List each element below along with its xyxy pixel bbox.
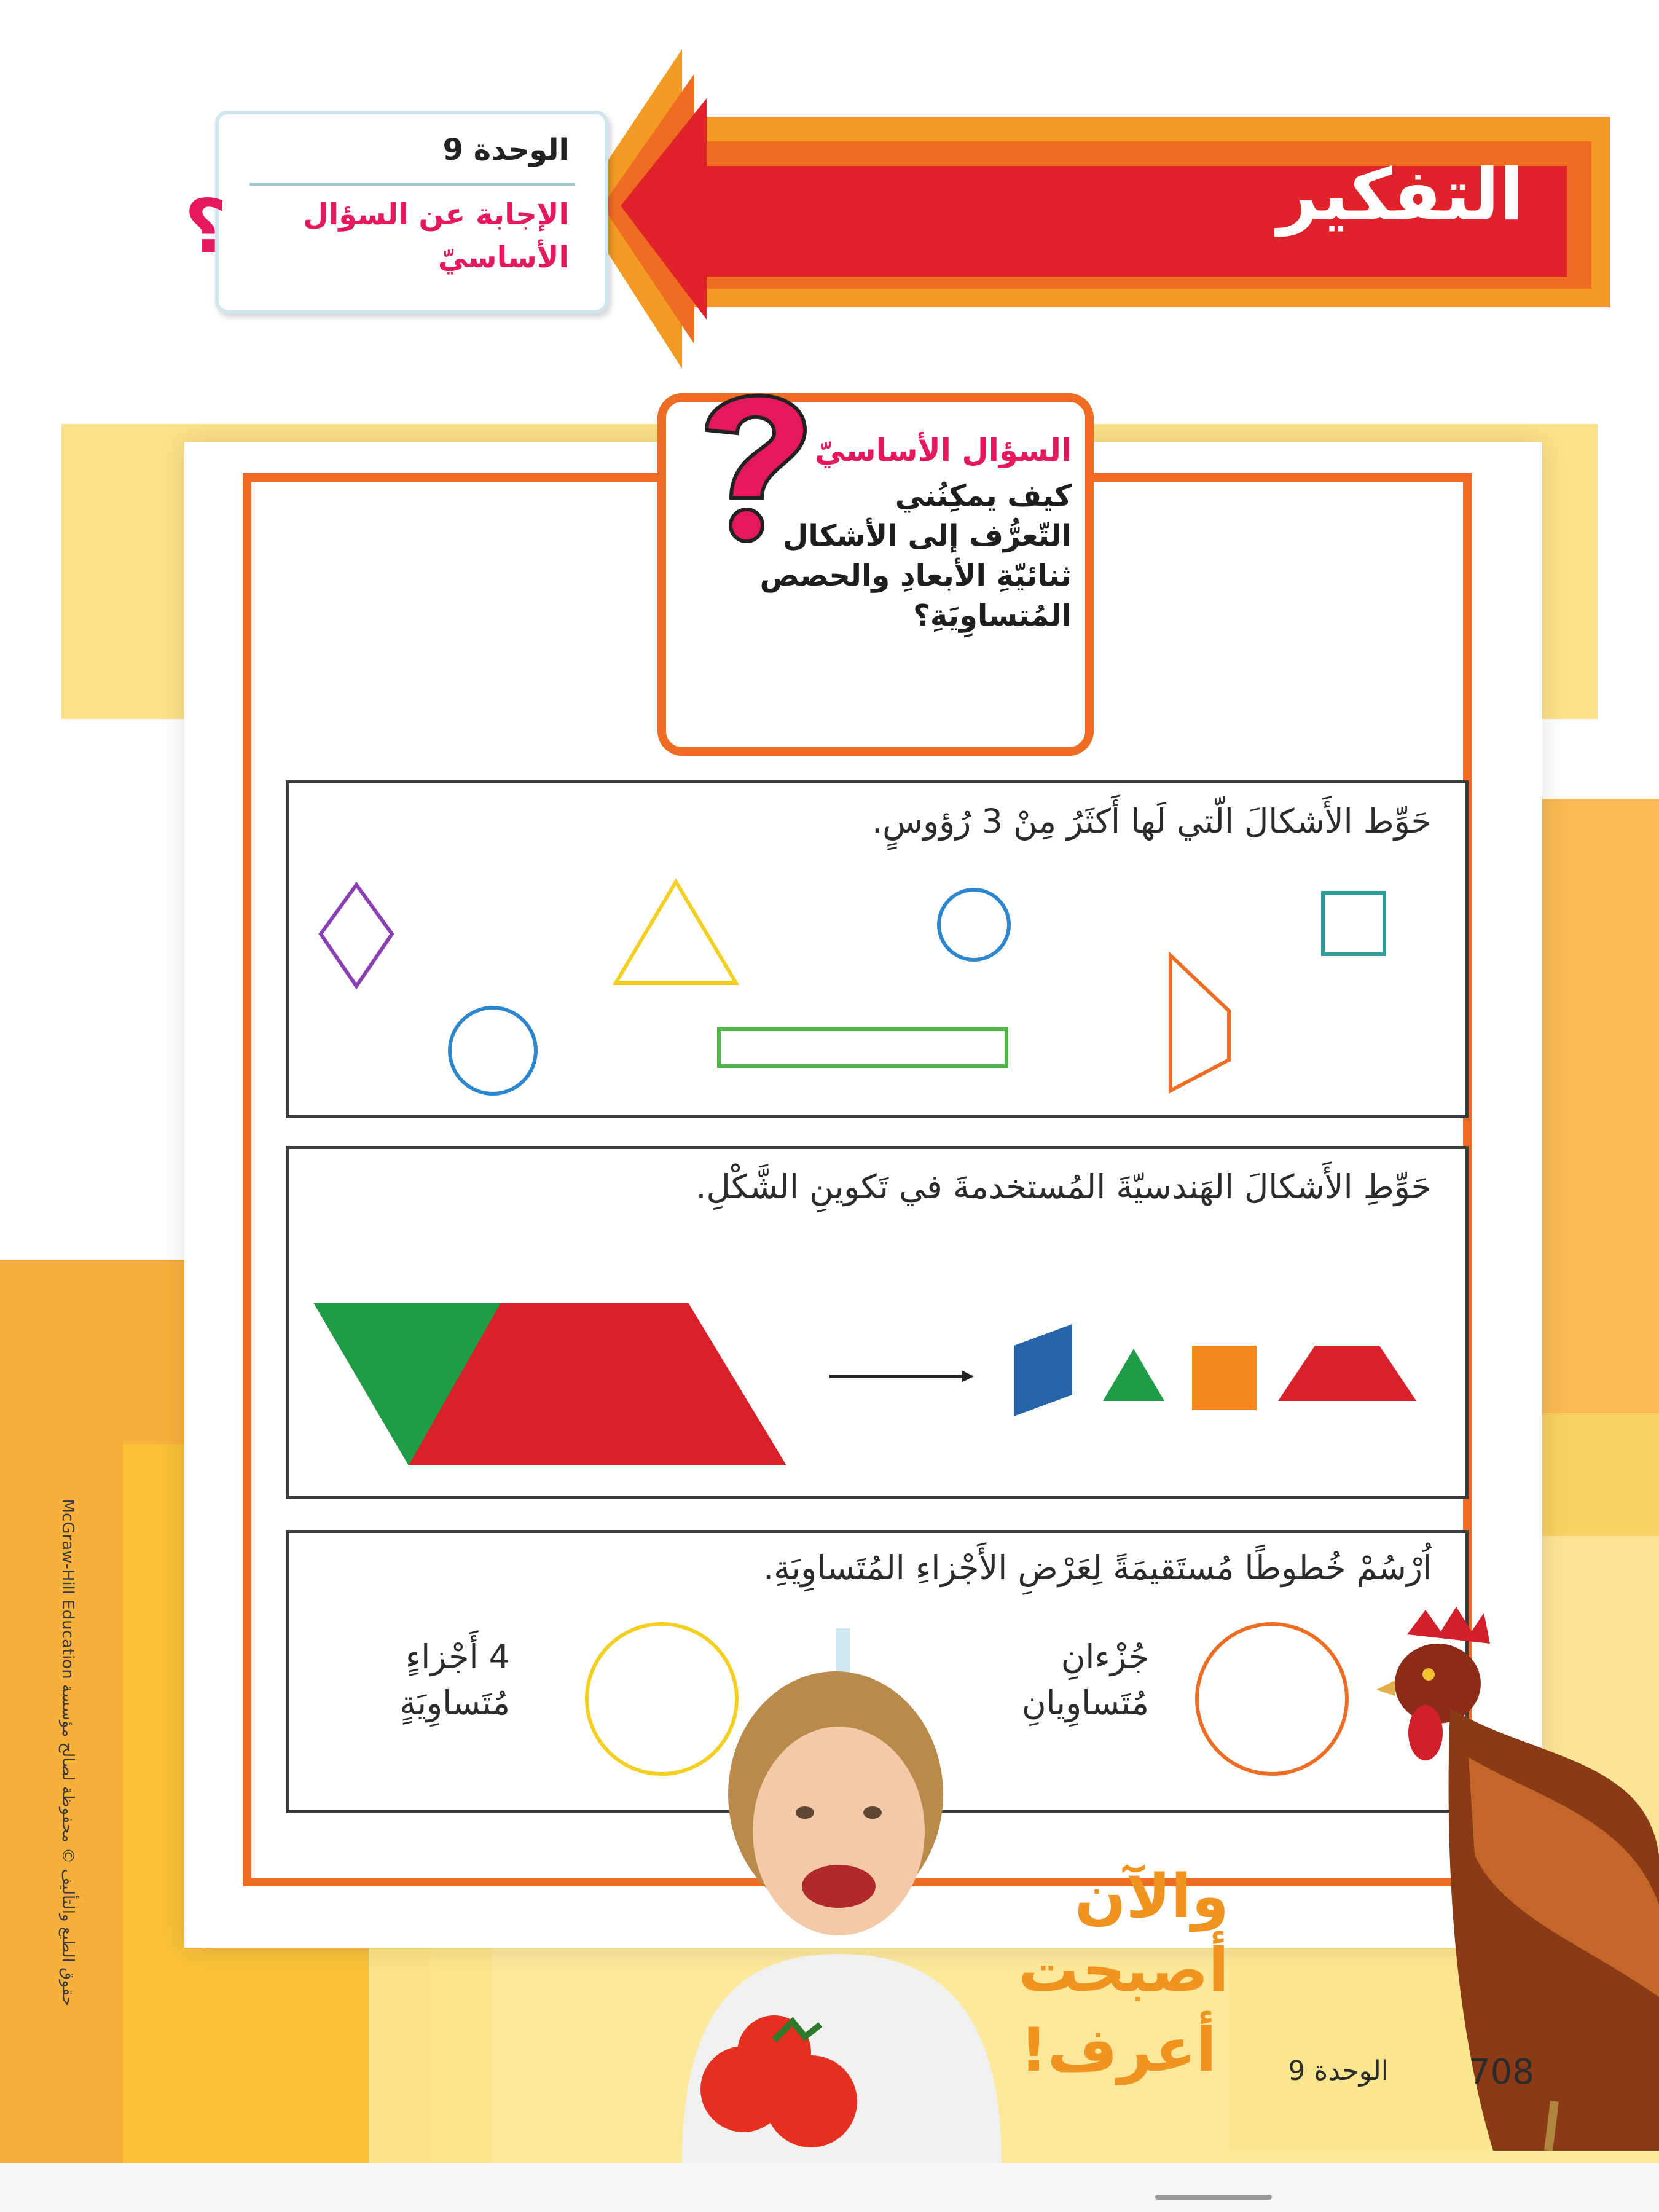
label-two-parts-line1: جُزْءانِ (1061, 1637, 1149, 1676)
exercise-2-box (286, 1146, 1469, 1499)
eq-title: السؤال الأساسيّ (814, 433, 1072, 468)
exercise-1-box (286, 780, 1469, 1118)
unit-card (215, 111, 608, 313)
exercise-3-instruction: اُرْسُمْ خُطوطًا مُستَقيمَةً لِعَرْضِ الأَجْزاءِ المُتَساوِيَةِ. (763, 1548, 1432, 1587)
label-four-parts-line1: 4 أَجْزاءٍ (405, 1637, 510, 1676)
rectangle-shape[interactable] (719, 1029, 1006, 1066)
footer-unit: الوحدة 9 (1288, 2055, 1389, 2087)
option-triangle[interactable] (1103, 1349, 1164, 1401)
banner-title: التفكير (1277, 154, 1524, 237)
unit-card-subtitle-line1: الإجابة عن السؤال (303, 197, 569, 232)
option-trapezoid[interactable] (1278, 1346, 1416, 1401)
trapezoid-shape[interactable] (1171, 955, 1229, 1091)
circle-two-parts[interactable] (1197, 1624, 1347, 1774)
eq-line4: المُتساوِيَةِ؟ (913, 598, 1072, 633)
circle-shape[interactable] (450, 1008, 536, 1094)
boy-photo (633, 1610, 1038, 2163)
unit-card-subtitle-line2: الأساسيّ (437, 240, 569, 275)
label-two-parts-line2: مُتَساوِيانِ (1021, 1684, 1149, 1722)
now-i-know-line1: والآن (1074, 1862, 1229, 1932)
exercise-2-figure (289, 1149, 1465, 1496)
rhombus-shape[interactable] (321, 885, 392, 986)
now-i-know-line3: أعرف! (1019, 2015, 1217, 2085)
eq-line2: التّعرُّف إلى الأشكال (782, 519, 1072, 553)
eq-line3: ثنائيّةِ الأبعادِ والحصص (759, 559, 1072, 593)
question-mark-icon: ؟ (184, 184, 227, 270)
circle-shape[interactable] (939, 890, 1009, 960)
unit-card-divider (249, 183, 575, 186)
exercise-1-instruction: حَوِّط الأَشكالَ الّتي لَها أَكثَرُ مِنْ 3 رُؤوسٍ. (872, 802, 1432, 841)
exercise-1-shapes (289, 783, 1465, 1115)
triangle-shape[interactable] (616, 882, 736, 983)
arrow-head (962, 1370, 974, 1382)
exercise-2-instruction: حَوِّطِ الأَشكالَ الهَندسيّةَ المُستخدمةَ في تَكوينِ الشَّكْلِ. (696, 1167, 1432, 1206)
now-i-know-line2: أصبحت (1018, 1936, 1229, 2006)
page-number: 708 (1469, 2052, 1534, 2092)
unit-label: الوحدة 9 (442, 133, 569, 167)
square-shape[interactable] (1323, 893, 1384, 954)
label-four-parts-line2: مُتَساوِيَةٍ (399, 1684, 510, 1722)
option-square[interactable] (1192, 1346, 1257, 1410)
option-rhombus[interactable] (1014, 1324, 1072, 1416)
big-question-mark-icon (682, 375, 823, 547)
copyright-note: حقوق الطبع والتأليف © محفوظة لصالح مؤسسة McGraw-Hill Education (58, 1499, 77, 2006)
eq-line1: كيف يمكِنُني (895, 479, 1072, 513)
